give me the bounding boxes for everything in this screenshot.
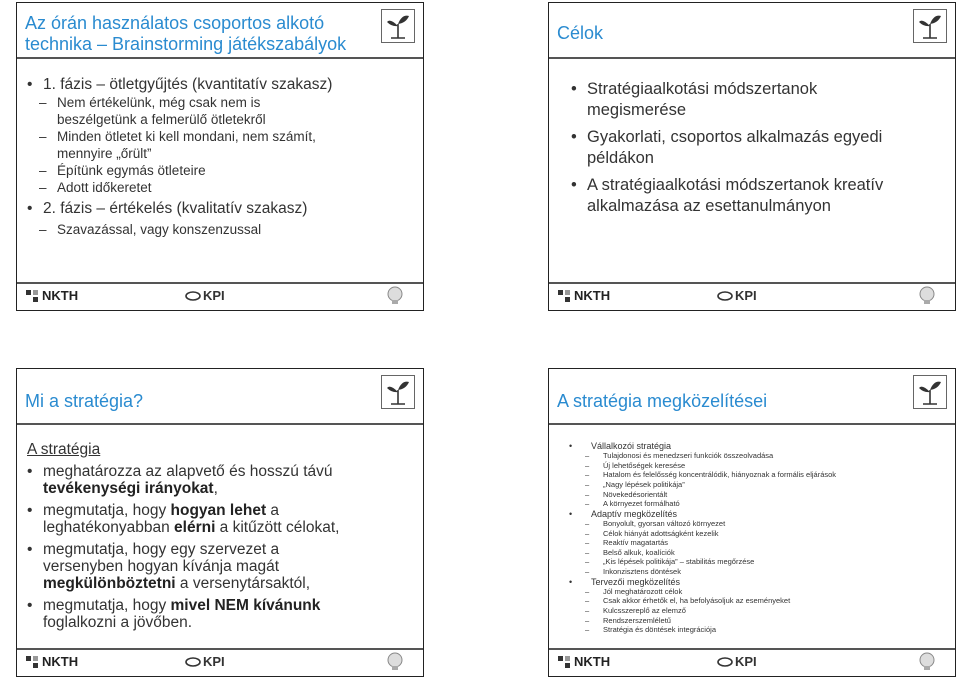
text-run: a versenytársaktól, [175, 575, 311, 592]
list-item-text: Stratégia és döntések integrációja [603, 625, 716, 635]
list-item [27, 597, 419, 631]
bold-run: elérni [174, 519, 216, 536]
list-item-text [587, 127, 882, 169]
list-item [27, 145, 419, 162]
list-item-text: Inkonzisztens döntések [603, 566, 681, 576]
text-run: , [213, 480, 218, 497]
list-item [569, 587, 949, 597]
nkth-mark-icon [25, 289, 39, 303]
list-item-text: Csak akkor érhetők el, ha befolyásoljuk az eseményeket [603, 596, 791, 606]
list-item [569, 519, 949, 529]
slide-title [25, 13, 365, 55]
slide-title: Mi a stratégia? [25, 391, 144, 411]
slide-brainstorming-rules [16, 2, 424, 311]
list-item-text: 2. fázis – értékelés (kvalitatív szakasz) [43, 200, 308, 217]
dash-marker: – [585, 499, 590, 509]
list-item [569, 441, 949, 451]
nkth-logo [557, 288, 610, 303]
list-item [27, 502, 419, 536]
kpi-logo-text: KPI [203, 288, 225, 303]
list-item-text: Növekedésorientált [603, 489, 668, 499]
kpi-swoosh-icon [717, 656, 733, 668]
title-divider [17, 423, 423, 425]
list-item-text: Rendszerszemléletű [603, 615, 671, 625]
nkth-mark-icon [557, 655, 571, 669]
nkth-logo-text: NKTH [574, 654, 611, 669]
lightbulb-logo-icon [381, 285, 409, 307]
bullet-marker: • [571, 176, 577, 194]
list-item [569, 499, 949, 509]
list-item [569, 480, 949, 490]
list-item-text: Szavazással, vagy konszenzussal [57, 222, 262, 237]
kpi-logo-text: KPI [735, 288, 757, 303]
dash-marker: – [585, 479, 590, 489]
bullet-marker: • [27, 597, 33, 614]
list-item-text: Minden ötletet ki kell mondani, nem számít, [57, 129, 316, 144]
sprout-logo-icon [381, 375, 415, 409]
kpi-logo [717, 654, 757, 669]
list-item-text [43, 502, 339, 536]
list-item [569, 616, 949, 626]
text-run: megmutatja, hogy [43, 597, 171, 614]
text-run: megmutatja, hogy [43, 502, 171, 519]
slide-title: A stratégia megközelítései [557, 391, 768, 411]
dash-marker: – [39, 180, 47, 195]
bullet-marker: • [569, 576, 573, 587]
slide-footer [17, 650, 423, 676]
section-heading: A stratégia [27, 441, 101, 458]
sprout-logo-icon [913, 9, 947, 43]
bullet-marker: • [569, 508, 573, 519]
list-item [569, 538, 949, 548]
bullet-marker: • [27, 76, 33, 93]
list-item [569, 490, 949, 500]
slide-strategy-approaches [548, 368, 956, 677]
list-item-line: A stratégiaalkotási módszertanok kreatív [587, 176, 884, 194]
sprout-logo-icon [913, 375, 947, 409]
lightbulb-logo-icon [913, 651, 941, 673]
list-item [27, 162, 419, 179]
dash-marker: – [585, 451, 590, 461]
slide-footer [549, 650, 955, 676]
kpi-logo [717, 288, 757, 303]
list-item-text: Új lehetőségek keresése [603, 460, 686, 470]
list-item [569, 529, 949, 539]
list-item-line: Gyakorlati, csoportos alkalmazás egyedi [587, 128, 883, 146]
list-item [569, 606, 949, 616]
bullet-list [571, 79, 951, 217]
dash-marker: – [585, 557, 590, 567]
list-item-text: Nem értékelünk, még csak nem is [57, 95, 261, 110]
title-divider [17, 57, 423, 59]
list-item [569, 509, 949, 519]
lightbulb-logo-icon [913, 285, 941, 307]
dash-marker: – [585, 596, 590, 606]
list-item-text [587, 79, 817, 121]
list-item-text: Vállalkozói stratégia [591, 441, 672, 451]
dash-marker: – [39, 222, 47, 237]
kpi-swoosh-icon [185, 656, 201, 668]
dash-marker: – [585, 470, 590, 480]
dash-marker: – [585, 518, 590, 528]
bullet-marker: • [27, 463, 33, 480]
list-item-text: beszélgetünk a felmerülő ötletekről [57, 112, 266, 127]
list-item [569, 461, 949, 471]
list-item-text [43, 597, 320, 631]
slide-goals [548, 2, 956, 311]
dash-marker: – [585, 547, 590, 557]
slide-footer [17, 284, 423, 310]
bullet-marker: • [569, 441, 573, 451]
list-item [569, 557, 949, 567]
list-item-text: Reaktív magatartás [603, 538, 669, 548]
list-item-text [43, 541, 310, 592]
list-item-text: Tulajdonosi és menedzseri funkciók összeolvadása [603, 451, 774, 461]
dash-marker: – [585, 460, 590, 470]
list-item [569, 470, 949, 480]
dash-marker: – [585, 615, 590, 625]
slide-title: Célok [557, 23, 604, 43]
dash-marker [39, 145, 57, 162]
nkth-logo [25, 288, 78, 303]
bullet-marker: • [27, 502, 33, 519]
list-item-text: A környezet formálható [603, 499, 680, 509]
dash-marker: – [585, 586, 590, 596]
bullet-marker: • [27, 200, 33, 217]
dash-marker: – [585, 489, 590, 499]
strategy-definition [27, 441, 419, 636]
list-item [571, 175, 951, 217]
kpi-swoosh-icon [185, 290, 201, 302]
nkth-logo [557, 654, 610, 669]
list-item [571, 79, 951, 121]
list-item [27, 94, 419, 111]
dash-marker: – [585, 605, 590, 615]
list-item [27, 221, 419, 238]
list-item [569, 451, 949, 461]
list-item-line: alkalmazása az esettanulmányon [587, 197, 831, 215]
bold-run: hogyan lehet [170, 502, 267, 519]
kpi-logo [185, 288, 225, 303]
list-item [27, 111, 419, 128]
list-item [27, 199, 419, 218]
title-divider [549, 423, 955, 425]
bullet-list [27, 75, 419, 238]
list-item-line: megismerése [587, 101, 687, 119]
list-item-text: Jól meghatározott célok [603, 586, 683, 596]
nkth-logo-text: NKTH [42, 288, 79, 303]
list-item-text: Kulcsszereplő az elemző [603, 605, 686, 615]
list-item [569, 548, 949, 558]
slide-what-is-strategy [16, 368, 424, 677]
list-item-text: Hatalom és felelősség koncentrálódik, hiányoznak a formális eljárások [603, 470, 837, 480]
nkth-logo-text: NKTH [42, 654, 79, 669]
list-item [569, 577, 949, 587]
nkth-mark-icon [557, 289, 571, 303]
list-item-text: „Kis lépések politikája” – stabilitás megőrzése [603, 557, 755, 567]
list-item [27, 463, 419, 497]
nkth-logo-text: NKTH [574, 288, 611, 303]
list-item [27, 179, 419, 196]
list-item-text: Adaptív megközelítés [591, 508, 678, 519]
kpi-logo [185, 654, 225, 669]
approaches-list [569, 441, 949, 635]
lightbulb-logo-icon [381, 651, 409, 673]
bullet-marker: • [27, 541, 33, 558]
dash-marker: – [585, 625, 590, 635]
text-run: foglalkozni a jövőben. [43, 614, 193, 631]
bullet-marker: • [571, 80, 577, 98]
list-item-text: Belső alkuk, koalíciók [603, 547, 675, 557]
list-item [569, 596, 949, 606]
text-run: a [266, 502, 280, 519]
list-item [569, 567, 949, 577]
kpi-swoosh-icon [717, 290, 733, 302]
bullet-marker: • [571, 128, 577, 146]
slide-title-line-1: Az órán használatos csoportos alkotó [25, 13, 325, 33]
list-item-text: mennyire „őrült” [57, 146, 152, 161]
slide-footer [549, 284, 955, 310]
text-run: megmutatja, hogy egy szervezet a [43, 541, 280, 558]
list-item-text [587, 175, 883, 217]
sprout-logo-icon [381, 9, 415, 43]
bold-run: tevékenységi irányokat [43, 480, 214, 497]
dash-marker: – [585, 528, 590, 538]
list-item-text: Célok hiányát adottságként kezelik [603, 528, 719, 538]
bold-run: mivel NEM kívánunk [170, 597, 321, 614]
list-item-text: Bonyolult, gyorsan változó környezet [603, 518, 726, 528]
list-item-text [43, 463, 333, 497]
text-run: versenyben hogyan kívánja magát [43, 558, 280, 575]
text-run: meghatározza az alapvető és hosszú távú [43, 463, 333, 480]
dash-marker: – [39, 163, 47, 178]
nkth-logo [25, 654, 78, 669]
list-item-text: „Nagy lépések politikája” [603, 479, 685, 489]
dash-marker [39, 111, 57, 128]
slide-title-line-2: technika – Brainstorming játékszabályok [25, 34, 347, 54]
kpi-logo-text: KPI [203, 654, 225, 669]
list-item-line: Stratégiaalkotási módszertanok [587, 80, 818, 98]
list-item [27, 541, 419, 592]
bold-run: megkülönböztetni [43, 575, 176, 592]
text-run: a kitűzött célokat, [215, 519, 340, 536]
list-item [571, 127, 951, 169]
list-item-text: Építünk egymás ötleteire [57, 163, 206, 178]
dash-marker: – [585, 566, 590, 576]
list-item-text: Adott időkeretet [57, 180, 152, 195]
list-item [27, 128, 419, 145]
dash-marker: – [585, 538, 590, 548]
list-item-text: 1. fázis – ötletgyűjtés (kvantitatív szakasz) [43, 76, 333, 93]
list-item-text: Tervezői megközelítés [591, 576, 681, 587]
list-item [27, 75, 419, 94]
text-run: leghatékonyabban [43, 519, 175, 536]
title-divider [549, 57, 955, 59]
dash-marker: – [39, 95, 47, 110]
list-item-line: példákon [587, 149, 654, 167]
nkth-mark-icon [25, 655, 39, 669]
list-item [569, 625, 949, 635]
kpi-logo-text: KPI [735, 654, 757, 669]
dash-marker: – [39, 129, 47, 144]
